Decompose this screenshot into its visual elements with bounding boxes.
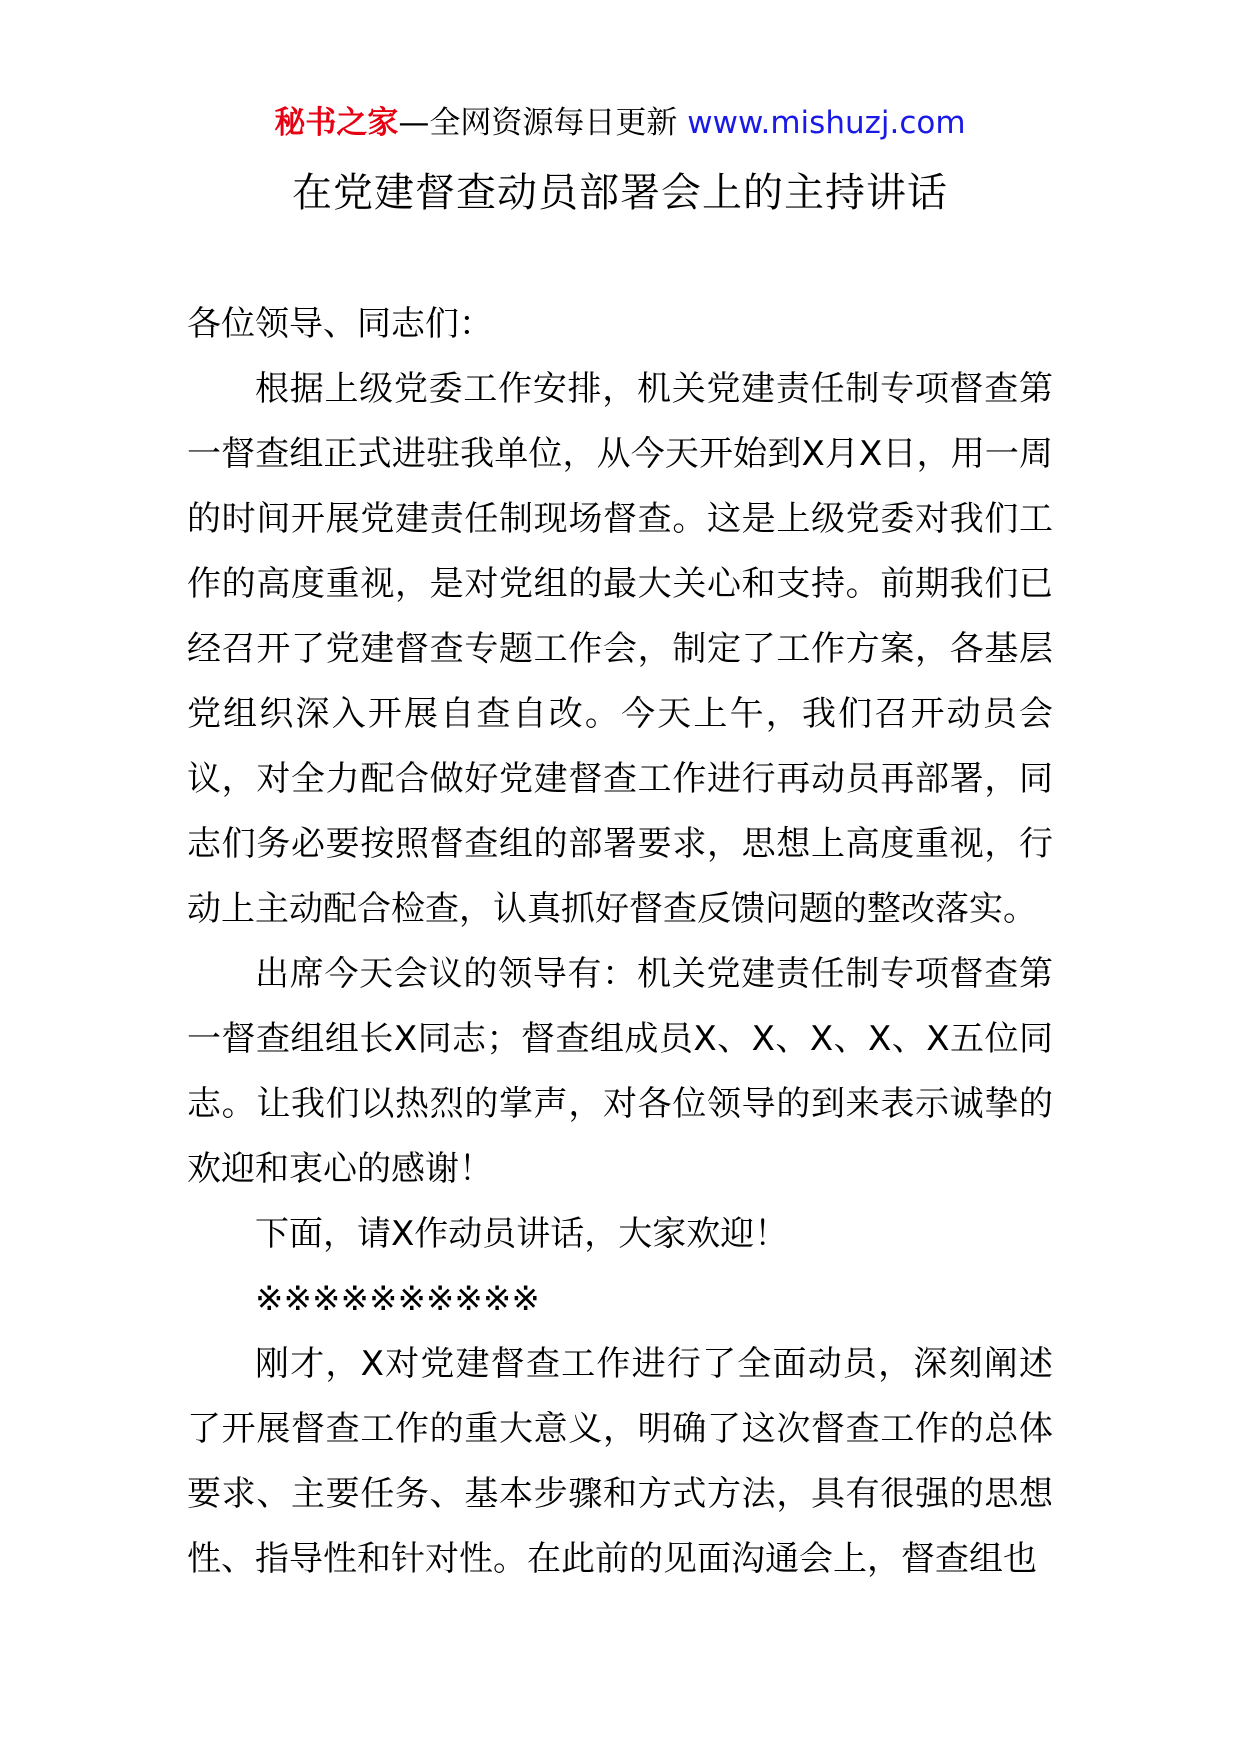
site-url-link[interactable]: www.mishuzj.com xyxy=(687,105,966,141)
paragraph: 刚才，X对党建督查工作进行了全面动员，深刻阐述了开展督查工作的重大意义，明确了这次督查工作的总体要求、主要任务、基本步骤和方式方法，具有很强的思想性、指导性和针对性。在此前的见面沟通会上，督查组也 xyxy=(187,1344,1053,1579)
salutation: 各位领导、同志们： xyxy=(187,304,493,344)
document-body xyxy=(187,292,1053,1592)
section-separator: ※※※※※※※※※※ xyxy=(255,1279,540,1319)
document-title: 在党建督查动员部署会上的主持讲话 xyxy=(292,170,948,216)
paragraph: 出席今天会议的领导有：机关党建责任制专项督查第一督查组组长X同志；督查组成员X、X、X、X、X五位同志。让我们以热烈的掌声，对各位领导的到来表示诚挚的欢迎和衷心的感谢！ xyxy=(187,954,1053,1189)
paragraph: 下面，请X作动员讲话，大家欢迎！ xyxy=(255,1214,789,1254)
header-tagline: —全网资源每日更新 xyxy=(398,105,688,141)
paragraph: 根据上级党委工作安排，机关党建责任制专项督查第一督查组正式进驻我单位，从今天开始到X月X日，用一周的时间开展党建责任制现场督查。这是上级党委对我们工作的高度重视，是对党组的最大关心和支持。前期我们已经召开了党建督查专题工作会，制定了工作方案，各基层党组织深入开展自查自改。今天上午，我们召开动员会议，对全力配合做好党建督查工作进行再动员再部署，同志们务必要按照督查组的部署要求，思想上高度重视，行动上主动配合检查，认真抓好督查反馈问题的整改落实。 xyxy=(187,369,1053,929)
brand-name: 秘书之家 xyxy=(274,105,399,141)
site-header xyxy=(0,100,1240,146)
